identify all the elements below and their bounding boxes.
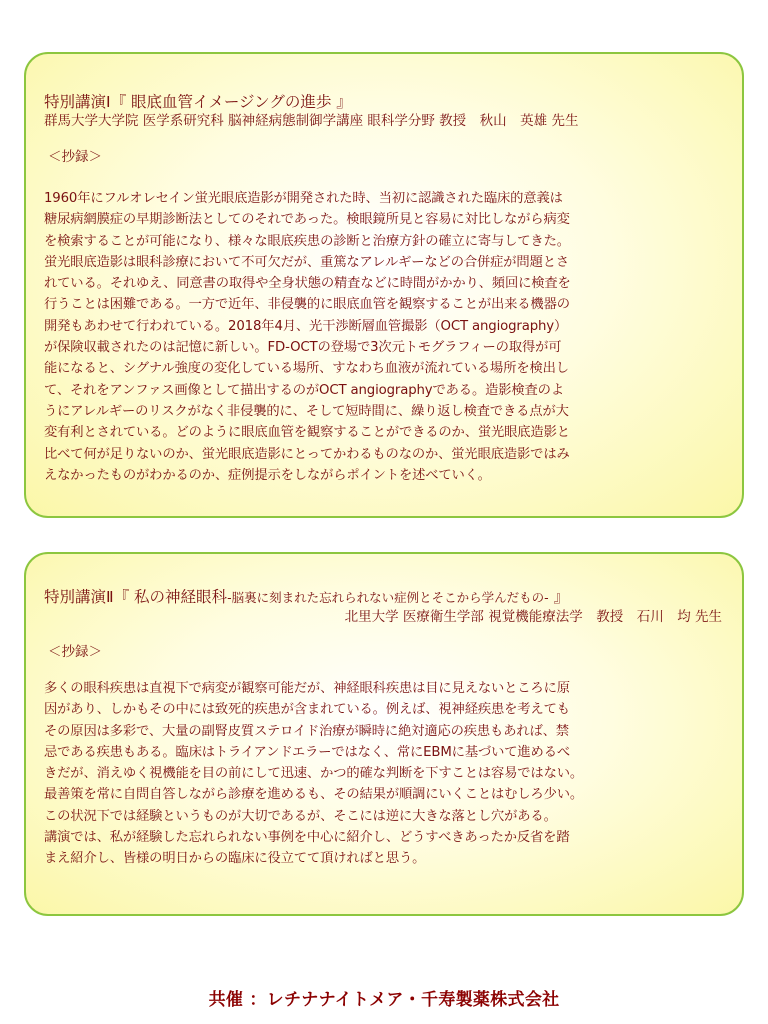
abstract-line: が保険収載されたのは記憶に新しい。FD-OCTの登場で3次元トモグラフィーの取得が可: [44, 340, 562, 356]
abstract-line: 講演では、私が経験した忘れられない事例を中心に紹介し、どうすべきあったか反省を踏: [44, 830, 570, 846]
abstract-line: 忌である疾患もある。臨床はトライアンドエラーではなく、常にEBMに基づいて進めるべ: [44, 744, 570, 760]
lecture-1-panel: [24, 52, 744, 518]
abstract-line: 最善策を常に自問自答しながら診療を進めるも、その結果が順調にいくことはむしろ少い。: [44, 787, 584, 803]
abstract-line: まえ紹介し、皆様の明日からの臨床に役立てて頂ければと思う。: [44, 851, 426, 867]
lecture-1-title: 特別講演Ⅰ『 眼底血管イメージングの進歩 』: [44, 93, 352, 111]
lecture-2-title-end: 』: [548, 588, 570, 606]
lecture-2-abstract-label: ＜抄録＞: [48, 644, 102, 660]
lecture-2-abstract-body: [44, 678, 726, 870]
abstract-line: その原因は多彩で、大量の副腎皮質ステロイド治療が瞬時に絶対適応の疾患もあれば、禁: [44, 723, 569, 739]
abstract-line: 1960年にフルオレセイン蛍光眼底造影が開発された時、当初に認識された臨床的意義は: [44, 191, 563, 206]
lecture-2-speaker: 北里大学 医療衛生学部 視覚機能療法学 教授 石川 均 先生: [344, 609, 722, 625]
abstract-line: この状況下では経験というものが大切であるが、そこには逆に大きな落とし穴がある。: [44, 808, 557, 824]
abstract-line: きだが、消えゆく視機能を目の前にして迅速、かつ的確な判断を下すことは容易ではない。: [44, 766, 584, 782]
abstract-line: て、それをアンファス画像として描出するのがOCT angiographyである。造影検査のよ: [44, 382, 564, 398]
abstract-line: 因があり、しかもその中には致死的疾患が含まれている。例えば、視神経疾患を考えても: [44, 702, 570, 718]
sponsor-footer: 共催 ：レチナナイトメア・千寿製薬株式会社: [208, 990, 560, 1010]
abstract-line: 蛍光眼底造影は眼科診療において不可欠だが、重篤なアレルギーなどの合併症が問題とさ: [44, 254, 570, 270]
lecture-2-panel: [24, 552, 744, 916]
lecture-2-title: [44, 587, 726, 608]
lecture-2-title-main: 特別講演Ⅱ『 私の神経眼科: [44, 588, 228, 606]
abstract-line: 多くの眼科疾患は直視下で病変が観察可能だが、神経眼科疾患は目に見えないところに原: [44, 681, 570, 696]
abstract-line: を検索することが可能になり、様々な眼底疾患の診断と治療方針の確立に寄与してきた。: [44, 233, 570, 249]
abstract-line: 能になると、シグナル強度の変化している場所、すなわち血液が流れている場所を検出し: [44, 361, 569, 377]
abstract-line: 行うことは困難である。一方で近年、非侵襲的に眼底血管を観察することが出来る機器の: [44, 297, 570, 313]
abstract-line: 変有利とされている。どのように眼底血管を観察することができるのか、蛍光眼底造影と: [44, 425, 570, 441]
abstract-line: れている。それゆえ、同意書の取得や全身状態の精査などに時間がかかり、頻回に検査を: [44, 276, 571, 292]
lecture-1-abstract-label: ＜抄録＞: [48, 149, 102, 165]
lecture-2-title-subtitle: -脳裏に刻まれた忘れられない症例とそこから学んだもの-: [227, 590, 549, 605]
abstract-line: うにアレルギーのリスクがなく非侵襲的に、そして短時間に、繰り返し検査できる点が大: [44, 403, 569, 419]
abstract-line: 糖尿病網膜症の早期診断法としてのそれであった。検眼鏡所見と容易に対比しながら病変: [44, 212, 570, 228]
abstract-line: えなかったものがわかるのか、症例提示をしながらポイントを述べていく。: [44, 467, 491, 483]
lecture-1-abstract-body: [44, 188, 726, 486]
abstract-line: 開発もあわせて行われている。2018年4月、光干渉断層血管撮影（OCT angiography）: [44, 318, 568, 334]
abstract-line: 比べて何が足りないのか、蛍光眼底造影にとってかわるものなのか、蛍光眼底造影ではみ: [44, 446, 570, 462]
lecture-1-speaker: 群馬大学大学院 医学系研究科 脳神経病態制御学講座 眼科学分野 教授 秋山 英雄 先生: [44, 113, 579, 129]
